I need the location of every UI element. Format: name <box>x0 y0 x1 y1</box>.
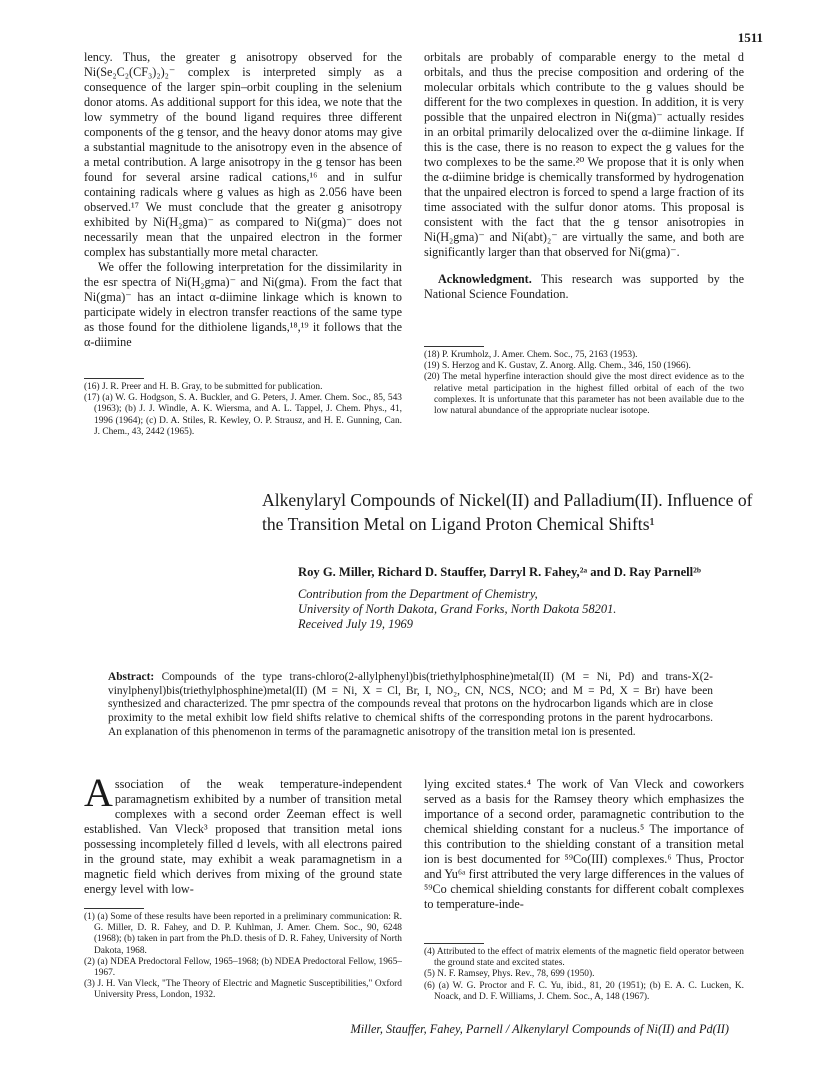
acknowledgment-label: Acknowledgment. <box>438 272 532 286</box>
footnotes-bottom-right <box>424 943 744 1003</box>
drop-cap: A <box>84 770 113 815</box>
paragraph: orbitals are probably of comparable energy to the metal d orbitals, and thus the precise composition and ordering of the molecular orbitals which contribute to the g values should be different for the two complexes in question. In addition, it is very possible that the unpaired electron in Ni(gma)⁻ actually resides in an orbital primarily delocalized over the α-diimine linkage. If this is the case, there is no reason to expect the g values for the two complexes to be the same.²⁰ We propose that it is only when the α-diimine bridge is chemically transformed by hydrogenation that the unpaired electron is forced to spend a large fraction of its time associated with the sulfur donor atoms. This proposal is consistent with the fact that the g tensor anisotropies in Ni(H₂gma)⁻ and Ni(abt)₂⁻ are virtually the same, and both are significantly larger than that observed for Ni(gma)⁻. <box>424 50 744 259</box>
footnote: (20) The metal hyperfine interaction should give the most direct evidence as to the relative metal participation in the highest filled orbital of each of the two complexes. It is unfortunate that this parameter has not been available due to the low natural abundance of the appropriate nuclear isotope. <box>424 372 744 417</box>
footnote: (17) (a) W. G. Hodgson, S. A. Buckler, and G. Peters, J. Amer. Chem. Soc., 85, 543 (1963); (b) J. J. Windle, A. K. Wiersma, and A. L. Tappel, J. Chem. Phys., 41, 1996 (1964); (c) D. A. Stiles, R. Kewley, O. P. Strausz, and H. E. Gunning, Can. J. Chem., 43, 2442 (1965). <box>84 393 402 437</box>
footnote: (2) (a) NDEA Predoctoral Fellow, 1965–1968; (b) NDEA Predoctoral Fellow, 1965–1967. <box>84 956 402 979</box>
footnote: (3) J. H. Van Vleck, "The Theory of Electric and Magnetic Susceptibilities," Oxford University Press, London, 1932. <box>84 979 402 1001</box>
article-authors: Roy G. Miller, Richard D. Stauffer, Darryl R. Fahey,²ᵃ and D. Ray Parnell²ᵇ <box>298 565 702 579</box>
paragraph: lency. Thus, the greater g anisotropy observed for the Ni(Se₂C₂(CF₃)₂)₂⁻ complex is interpreted simply as a consequence of the larger spin–orbit coupling in the selenium donor atoms. As additional support for this idea, we note that the low symmetry of the bound ligand requires three different components of the g tensor, and the heavy donor atoms may give a substantial magnitude to the anisotropy even in the absence of a metal contribution. A large anisotropy in the g tensor has been found for several arsine radical cations,¹⁶ and in sulfur containing radicals where g values as high as 2.056 have been observed.¹⁷ We must conclude that the greater g anisotropy exhibited by Ni(H₂gma)⁻ as compared to Ni(gma)⁻ does not necessarily mean that the unpaired electron in the former complex has substantially more metal character. <box>84 50 402 259</box>
paragraph: ssociation of the weak temperature-independent paramagnetism exhibited by a number of transition metal complexes with a second order Zeeman effect is well established. Van Vleck³ proposed that transition metal ions possessing incompletely filled d levels, with all electrons paired in the ground state, may exhibit a weak paramagnetism in a magnetic field which derives from mixing of the ground state energy level with low- <box>84 777 402 896</box>
footnote-rule <box>84 908 144 909</box>
abstract-text: Compounds of the type trans-chloro(2-allylphenyl)bis(triethylphosphine)metal(II) (M = Ni, Pd) and trans-X(2-vinylphenyl)bis(triethylphosphine)metal(II) (M = Ni, X = Cl, Br, I, NO₂, CN, NCS, NCO; and M = Pd, X = Br) have been synthesized and characterized. The pmr spectra of the compounds reveal that protons on the hydrocarbon ligands which are in close proximity to the metal exhibit low field shifts relative to chemical shifts of the corresponding protons in the parent hydrocarbons. An explanation of this phenomenon in terms of the paramagnetic anisotropy of the transition metal ion is presented. <box>108 671 713 738</box>
received-date: Received July 19, 1969 <box>298 617 413 631</box>
acknowledgment <box>424 272 744 302</box>
abstract <box>108 671 713 740</box>
footnotes-bottom-left <box>84 908 402 1002</box>
page-number: 1511 <box>737 30 763 45</box>
footnote-rule <box>84 378 144 379</box>
affiliation-line: University of North Dakota, Grand Forks, North Dakota 58201. <box>298 602 617 616</box>
affiliation-line: Contribution from the Department of Chemistry, <box>298 587 538 601</box>
article-title: Alkenylaryl Compounds of Nickel(II) and Palladium(II). Influence of the Transition Metal on Ligand Proton Chemical Shifts¹ <box>262 490 753 534</box>
paragraph: We offer the following interpretation for the dissimilarity in the esr spectra of Ni(H₂gma)⁻ and Ni(gma). From the fact that Ni(gma)⁻ has an intact α-diimine linkage which is known to participate widely in electron transfer reactions of the same type as those found for the dithiolene ligands,¹⁸,¹⁹ it follows that the α-diimine <box>84 260 402 349</box>
footnote-rule <box>424 346 484 347</box>
footnote: (5) N. F. Ramsey, Phys. Rev., 78, 699 (1950). <box>424 969 595 980</box>
footnote: (16) J. R. Preer and H. B. Gray, to be submitted for publication. <box>84 382 323 392</box>
abstract-label: Abstract: <box>108 671 155 683</box>
footnote: (19) S. Herzog and K. Gustav, Z. Anorg. Allg. Chem., 346, 150 (1966). <box>424 361 691 372</box>
paragraph: lying excited states.⁴ The work of Van Vleck and coworkers served as a basis for the Ramsey theory which emphasizes the importance of a second order, paramagnetic contribution to the chemical shielding constant for a nucleus.⁵ The importance of this contribution to the shielding constant of a transition metal ion is best documented for ⁵⁹Co(III) complexes.⁶ Thus, Proctor and Yu⁶ᵃ first attributed the very large differences in the values of ⁵⁹Co chemical shielding constants for different cobalt complexes to temperature-inde- <box>424 777 744 911</box>
footnote: (1) (a) Some of these results have been reported in a preliminary communication: R. G. Miller, D. R. Fahey, and D. P. Kuhlman, J. Amer. Chem. Soc., 90, 6248 (1968); (b) taken in part from the Ph.D. thesis of D. R. Fahey, University of North Dakota, 1968. <box>84 912 402 956</box>
footnote: (6) (a) W. G. Proctor and F. C. Yu, ibid., 81, 20 (1951); (b) E. A. C. Lucken, K. Noack, and D. F. Williams, J. Chem. Soc., A, 148 (1967). <box>424 980 744 1002</box>
affiliation <box>298 587 616 632</box>
body-column-top-right <box>424 50 744 302</box>
acknowledgment-text: This research was supported by the National Science Foundation. <box>424 272 745 301</box>
body-column-top-left <box>84 50 402 350</box>
footnote: (18) P. Krumholz, J. Amer. Chem. Soc., 75, 2163 (1953). <box>424 350 638 360</box>
body-column-bottom-left <box>84 770 402 897</box>
footnote-rule <box>424 943 484 944</box>
footnote: (4) Attributed to the effect of matrix elements of the magnetic field operator between the ground state and excited states. <box>424 947 744 969</box>
body-column-bottom-right <box>424 777 744 912</box>
running-footer: Miller, Stauffer, Fahey, Parnell / Alkenylaryl Compounds of Ni(II) and Pd(II) <box>350 1022 729 1036</box>
footnotes-top-left <box>84 378 402 438</box>
footnotes-top-right <box>424 346 744 417</box>
